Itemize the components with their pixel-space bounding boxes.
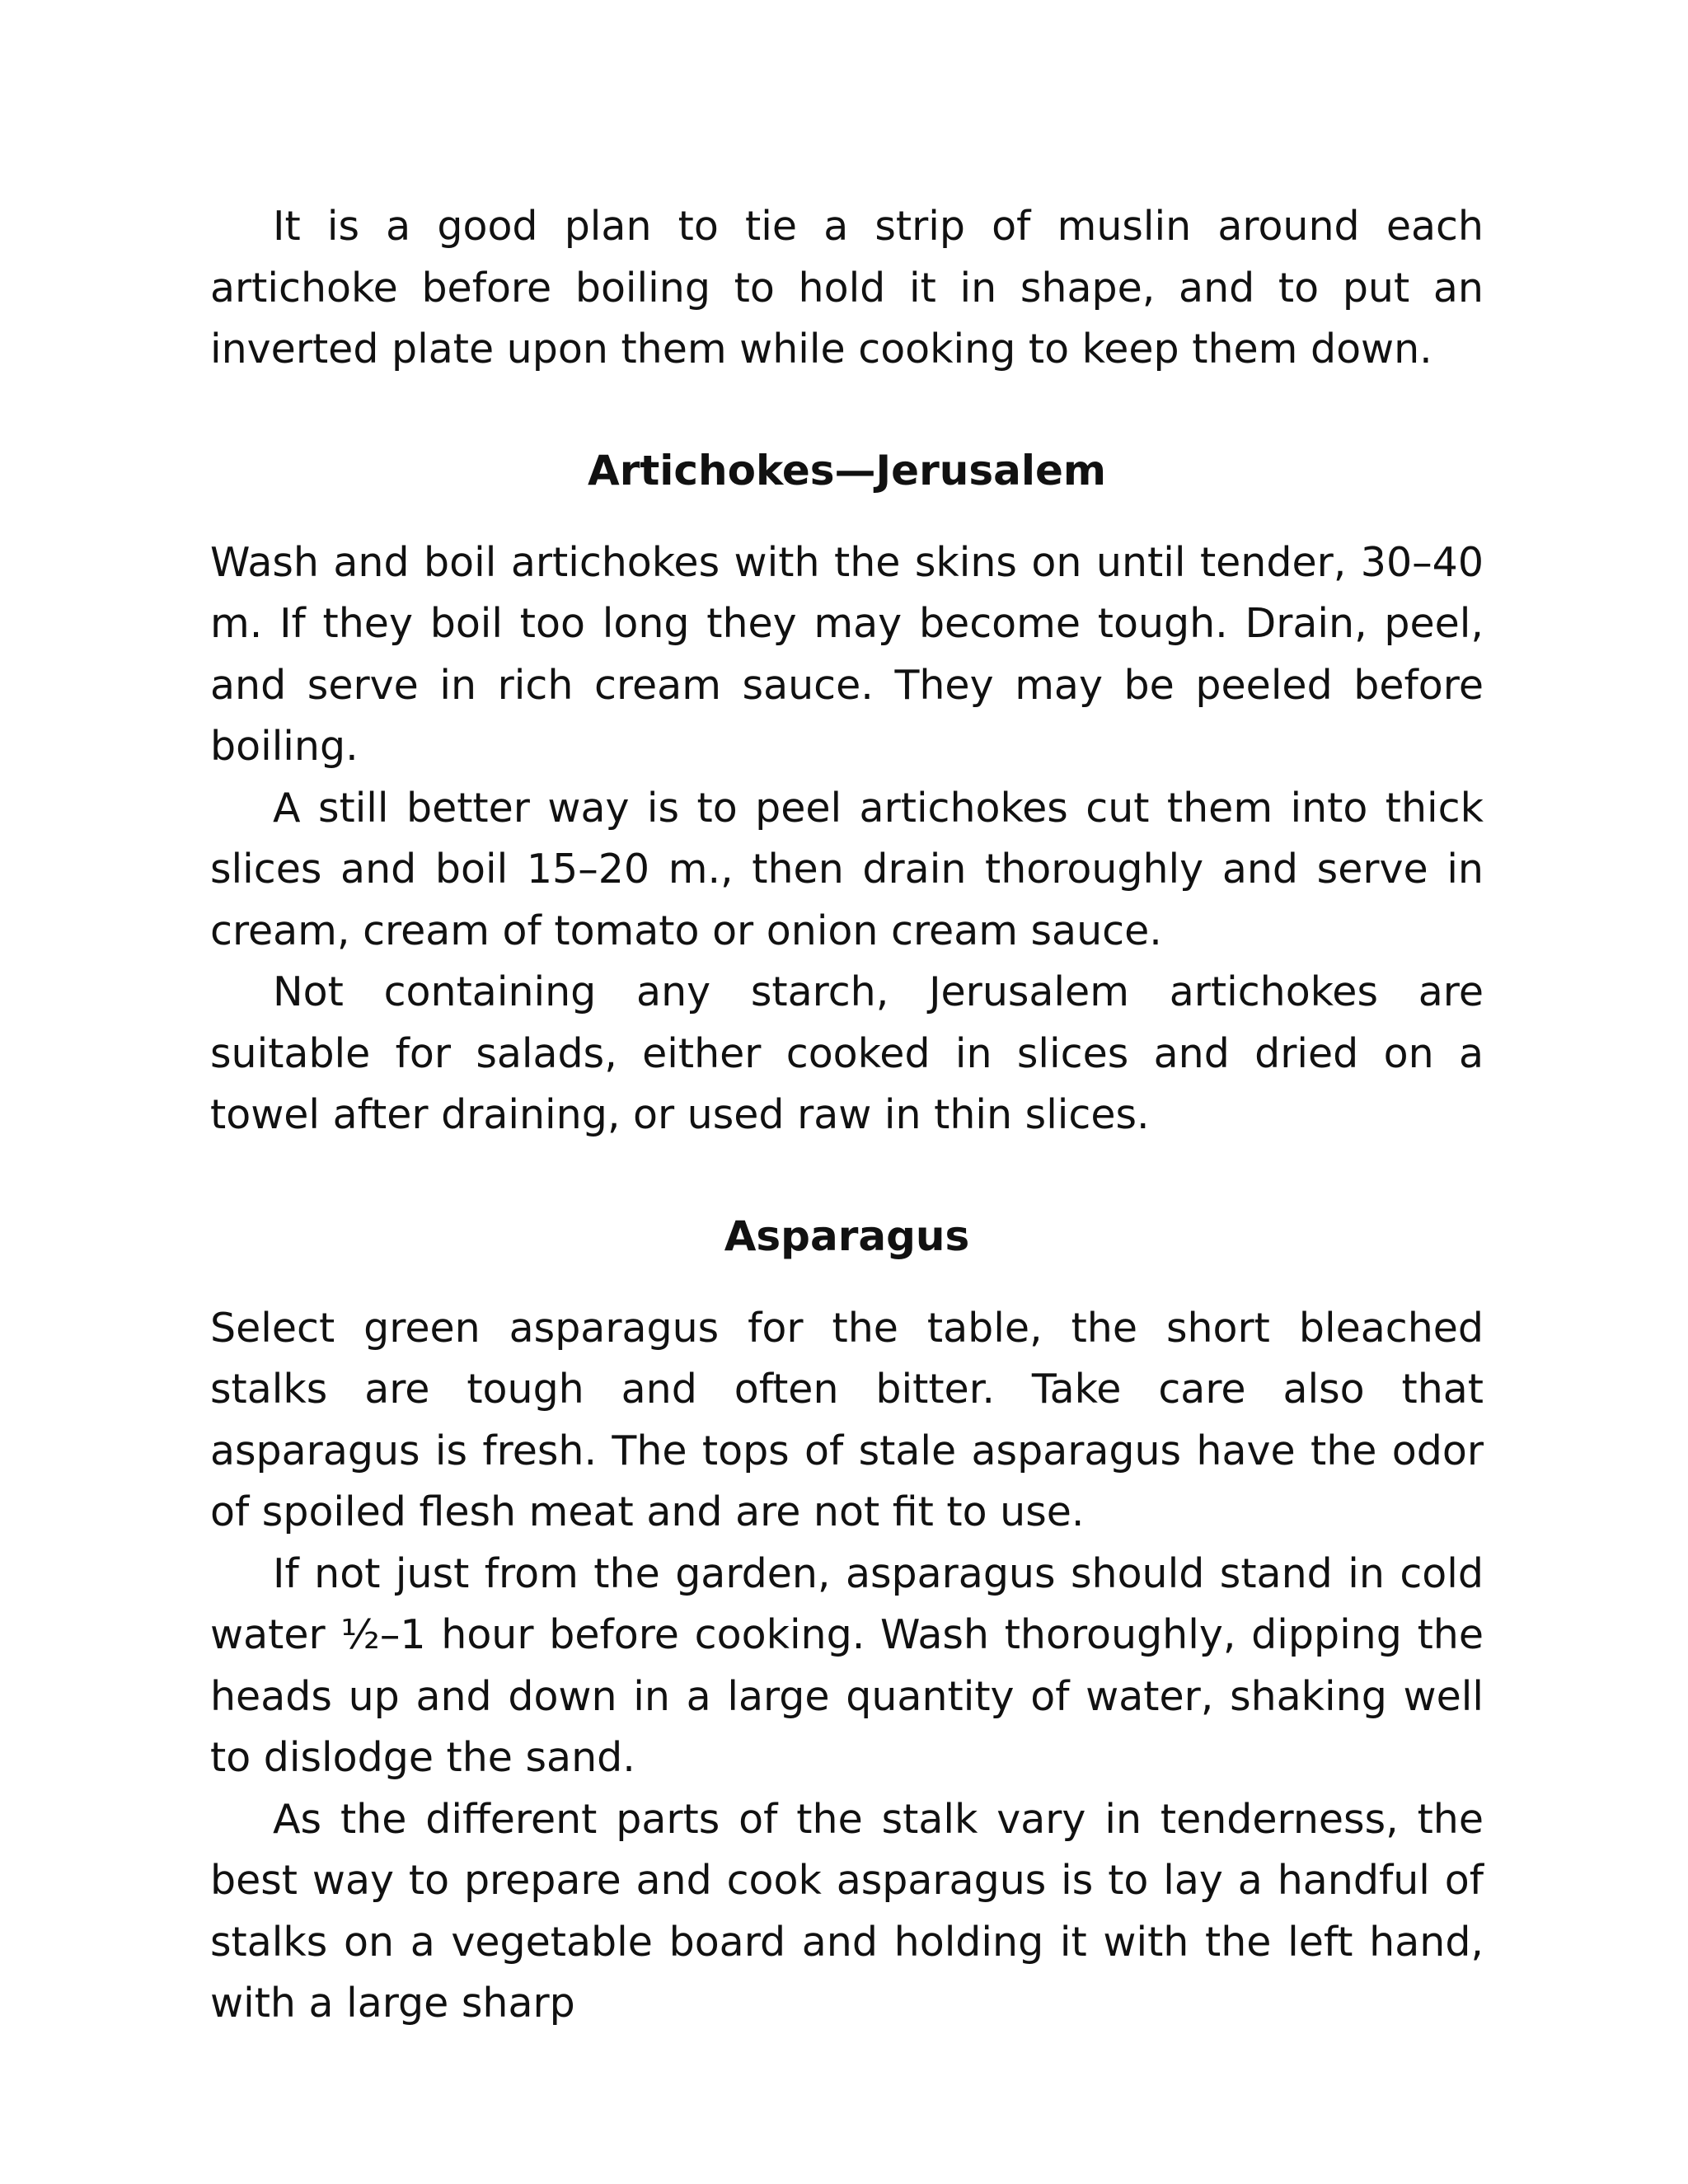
asparagus-paragraph-1: Select green asparagus for the table, the short bleached stalks are tough and often bitter. Take care also that asparagus is fresh. The tops of stale asparagus have the odor of spoiled flesh meat and are not fit to use. — [210, 1304, 1484, 1535]
spacer — [210, 381, 1484, 440]
jerusalem-paragraph-2: A still better way is to peel artichokes cut them into thick slices and boil 15–20 m., then drain thoroughly and serve in cream, cream of tomato or onion cream sauce. — [210, 784, 1484, 954]
section-heading-jerusalem-artichokes: Artichokes—Jerusalem — [588, 446, 1106, 494]
section-heading-asparagus: Asparagus — [724, 1212, 970, 1260]
spacer — [210, 501, 1484, 532]
jerusalem-paragraph-3: Not containing any starch, Jerusalem artichokes are suitable for salads, either cooked in slices and dried on a towel after draining, or used raw in thin slices. — [210, 968, 1484, 1138]
spacer — [210, 1267, 1484, 1298]
asparagus-paragraph-2: If not just from the garden, asparagus should stand in cold water ½–1 hour before cooking. Wash thoroughly, dipping the heads up and down in a large quantity of water, shaking well to dislodge the sand. — [210, 1549, 1484, 1781]
spacer — [210, 1146, 1484, 1206]
document-page — [210, 196, 1484, 2035]
asparagus-paragraph-3: As the different parts of the stalk vary in tenderness, the best way to prepare and cook asparagus is to lay a handful of stalks on a vegetable board and holding it with the left hand, with a large sharp — [210, 1795, 1484, 2027]
intro-paragraph: It is a good plan to tie a strip of muslin around each artichoke before boiling to hold it in shape, and to put an inverted plate upon them while cooking to keep them down. — [210, 203, 1484, 373]
jerusalem-paragraph-1: Wash and boil artichokes with the skins on until tender, 30–40 m. If they boil too long they may become tough. Drain, peel, and serve in rich cream sauce. They may be peeled before boiling. — [210, 538, 1484, 770]
